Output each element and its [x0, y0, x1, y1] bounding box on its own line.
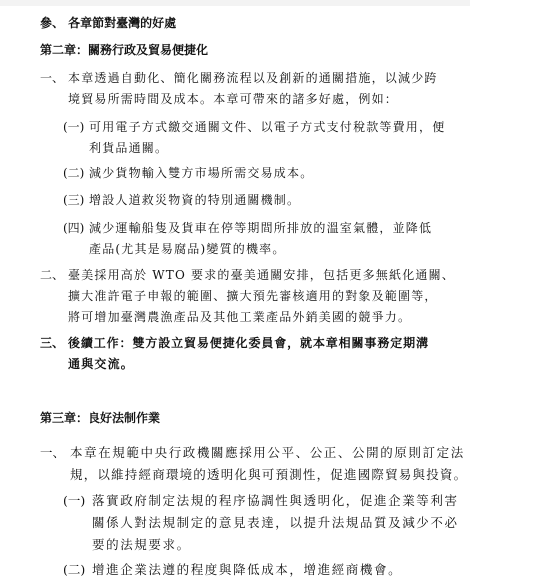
ch2-item2-line1: 臺美採用高於 WTO 要求的臺美通關安排，包括更多無紙化通關、	[68, 268, 456, 282]
ch2-sub1-line2: 利貨品通關。	[89, 141, 169, 155]
ch3-item1-line2: 規，以維持經商環境的透明化與可預測性，促進國際貿易與投資。	[70, 467, 468, 482]
chapter2-heading: 第二章：關務行政及貿易便捷化	[40, 43, 209, 57]
ch2-sub2-line1: 減少貨物輸入雙方市場所需交易成本。	[89, 166, 314, 180]
ch3-item1-line1: 本章在規範中央行政機關應採用公平、公正、公開的原則訂定法	[70, 445, 465, 460]
ch2-item1-line2: 境貿易所需時間及成本。本章可帶來的諸多好處，例如：	[68, 92, 399, 106]
ch2-item1-line1: 本章透過自動化、簡化關務流程以及創新的通關措施，以減少跨	[68, 71, 438, 85]
ch2-sub4-line2: 產品(尤其是易腐品)變質的機率。	[89, 242, 286, 256]
ch2-sub4-line1: 減少運輸船隻及貨車在停等期間所排放的溫室氣體，並降低	[89, 221, 433, 235]
ch2-sub2-number: (二)	[63, 166, 85, 180]
ch2-item2-line3: 將可增加臺灣農漁產品及其他工業產品外銷美國的競爭力。	[68, 310, 412, 324]
ch2-item3-line1: 後續工作：雙方設立貿易便捷化委員會，就本章相關事務定期溝	[68, 336, 428, 350]
ch2-sub4-number: (四)	[63, 221, 85, 235]
ch2-item2-number: 二、	[40, 268, 65, 282]
ch2-sub3-number: (三)	[63, 193, 85, 207]
ch3-sub1-line1: 落實政府制定法規的程序協調性與透明化，促進企業等利害	[92, 493, 459, 508]
top-divider	[0, 0, 470, 6]
ch2-item1-number: 一、	[40, 71, 65, 85]
ch2-item3-line2: 通與交流。	[68, 357, 135, 371]
ch3-sub2-line1: 增進企業法遵的程度與降低成本，增進經商機會。	[92, 562, 403, 577]
ch2-item2-line2: 擴大准許電子申報的範圍、擴大預先審核適用的對象及範圍等，	[68, 289, 438, 303]
chapter3-heading: 第三章：良好法制作業	[40, 411, 161, 425]
ch2-sub1-number: (一)	[63, 120, 85, 134]
ch3-sub1-line2: 關係人對法規制定的意見表達，以提升法規品質及減少不必	[92, 515, 459, 530]
ch3-item1-number: 一、	[40, 445, 66, 460]
ch3-sub2-number: (二)	[63, 562, 86, 577]
ch3-sub1-number: (一)	[63, 493, 86, 508]
ch2-sub1-line1: 可用電子方式繳交通關文件、以電子方式支付稅款等費用，便	[89, 120, 446, 134]
ch2-item3-number: 三、	[40, 336, 65, 350]
ch2-sub3-line1: 增設人道救災物資的特別通關機制。	[89, 193, 301, 207]
ch3-sub1-line3: 要的法規要求。	[92, 537, 191, 552]
section-title: 參、 各章節對臺灣的好處	[40, 16, 177, 30]
